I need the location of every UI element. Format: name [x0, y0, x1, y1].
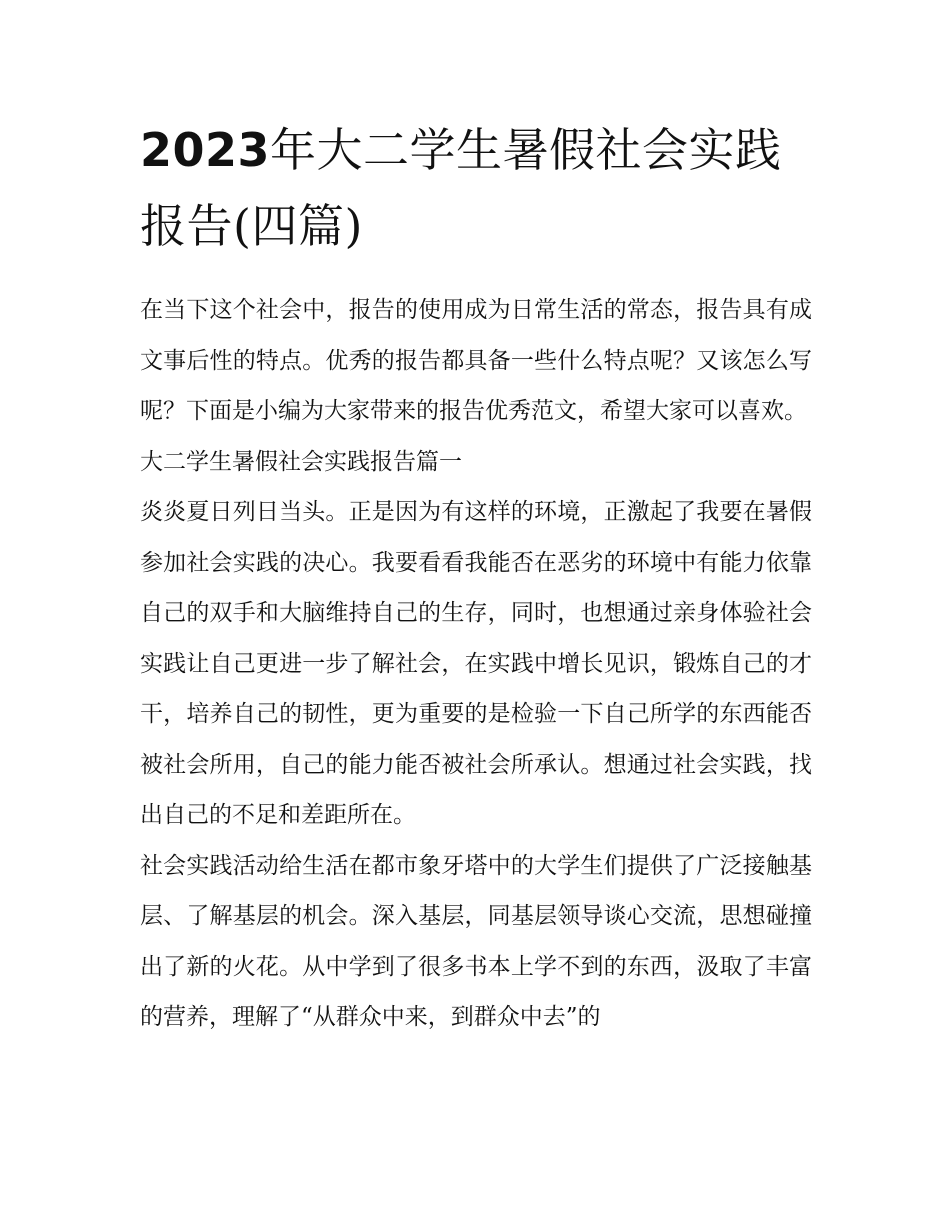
document-page	[140, 112, 812, 1043]
title-year: 2023	[140, 123, 271, 177]
document-title	[140, 112, 812, 264]
body-paragraph-2: 社会实践活动给生活在都市象牙塔中的大学生们提供了广泛接触基层、了解基层的机会。深入基层，同基层领导谈心交流，思想碰撞出了新的火花。从中学到了很多书本上学不到的东西，汲取了丰富的营养，理解了“从群众中来，到群众中去”的	[140, 852, 812, 1030]
intro-paragraph: 在当下这个社会中，报告的使用成为日常生活的常态，报告具有成文事后性的特点。优秀的报告都具备一些什么特点呢？又该怎么写呢？下面是小编为大家带来的报告优秀范文，希望大家可以喜欢。	[140, 297, 812, 424]
title-text: 年大二学生暑假社会实践报告(四篇)	[140, 123, 782, 253]
section-heading: 大二学生暑假社会实践报告篇一	[140, 448, 462, 475]
document-body	[140, 285, 812, 1043]
body-paragraph-1: 炎炎夏日列日当头。正是因为有这样的环境，正激起了我要在暑假参加社会实践的决心。我要看看我能否在恶劣的环境中有能力依靠自己的双手和大脑维持自己的生存，同时，也想通过亲身体验社会实践让自己更进一步了解社会，在实践中增长见识，锻炼自己的才干，培养自己的韧性，更为重要的是检验一下自己所学的东西能否被社会所用，自己的能力能否被社会所承认。想通过社会实践，找出自己的不足和差距所在。	[140, 499, 812, 828]
